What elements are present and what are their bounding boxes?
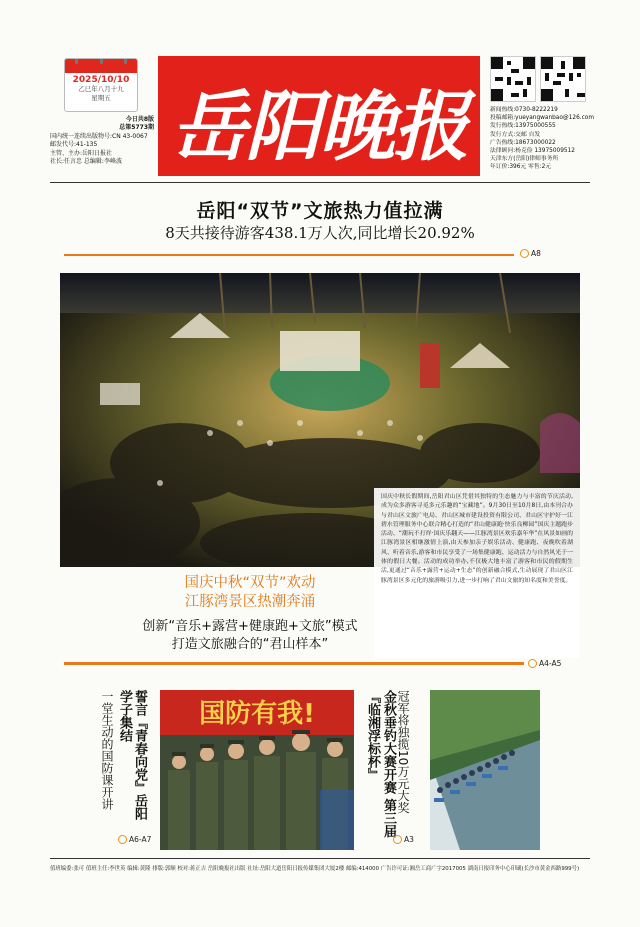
page-ref-icon <box>118 835 127 844</box>
contact-line: 发行方式:交邮 自发 <box>490 131 541 138</box>
feature-subtitle <box>100 618 400 654</box>
header-divider <box>50 182 590 183</box>
contact-info <box>490 106 600 172</box>
footer-credits: 值班编委:张可 值班主任:李世英 编辑:黄隆 排版:郭顺 校对:蒋正吉 岳阳晚报社出版 社址:岳阳大道岳阳日报传媒集团大厦2楼 邮编:414000 广告许可证:湘岳工商广字2017005 湖南日报印务中心印刷(长沙市黄金西路999号) <box>50 866 580 872</box>
issue-info-line: 总第5773期 <box>119 124 154 132</box>
issue-date: 2025/10/10 <box>72 75 130 85</box>
feature-title-line: 国庆中秋“双节”欢动 <box>184 575 316 591</box>
footer-divider <box>50 858 590 859</box>
story-right-headline: 金秋垂钓大赛开赛 第三届『临湘浮标杯』 <box>365 690 396 838</box>
story-deck: 一堂生动的国防课开讲 <box>100 690 114 810</box>
issue-info-line: 社长:任言忠 总编辑:李峰波 <box>50 158 122 166</box>
contact-line: 年订价:396元 零售:2元 <box>490 164 552 171</box>
feature-subtitle-line: 创新“音乐+露营+健康跑+文旅”模式 <box>142 619 358 634</box>
contact-line: 新闻热线:0730-8222219 <box>490 107 558 113</box>
lead-subheadline: 8天共接待游客438.1万人次,同比增长20.92% <box>165 224 475 242</box>
feature-subtitle-line: 打造文旅融合的“君山样本” <box>171 637 329 652</box>
page-ref-icon <box>528 659 537 668</box>
feature-rule <box>64 662 524 665</box>
date-calendar <box>64 58 138 112</box>
feature-title <box>100 574 400 612</box>
lead-headline: 岳阳“双节”文旅热力值拉满 <box>196 200 444 222</box>
issue-info-line: 今日共8版 <box>125 116 154 123</box>
feature-caption: 国庆中秋长假期间,岳阳君山区凭借其独特的生态魅力与丰富的节庆活动,成为众多游客寻觅多元乐趣的“宝藏地”。9月30日至10月8日,由本刊合办与君山区文旅广电局、君山区城市建设投资有限公司、君山区守护好一江碧水管理服务中心联合精心打造的“君山健康跑·快乐良柳园”国庆主题跑步活动、“潮玩不打烊·国庆乐翻天——江豚湾景区欢乐嘉年华”在风景如画的江豚湾景区相继激情上演,由天参加亲子娱乐活动、健康跑、夜晚吹着湖风、听着音乐,游客和市民享受了一场集健康跑、运动活力与自然风光于一体的假日大餐。活动的成功举办,不仅极大地丰富了游客和市民的假期生活,更通过“音乐+露营+运动+生态”的创新融合模式,生动展现了君山区江豚湾景区多元化的旅游吸引力,进一步打响了君山文旅的知名度和美誉度。 <box>374 488 580 658</box>
contact-line: 发行热线:13975000555 <box>490 123 556 130</box>
masthead-title: 岳阳晚报 <box>171 82 467 171</box>
page-ref-label: A4-A5 <box>539 659 562 668</box>
page-ref-a6-a7[interactable] <box>118 835 151 844</box>
page-ref-a8[interactable] <box>520 249 541 258</box>
weekday: 星期五 <box>91 94 111 102</box>
contact-line: 投稿邮箱:yueyangwanbao@126.com <box>490 115 594 122</box>
banner-text: 国防有我! <box>199 699 315 729</box>
page-ref-label: A6-A7 <box>129 835 152 844</box>
page-ref-a3[interactable] <box>393 835 414 844</box>
story-kicker: 冠军将独揽10万元大奖 <box>396 690 410 814</box>
headline-rule <box>64 254 514 256</box>
issue-info-line: 邮发代号:41-135 <box>50 141 98 149</box>
qr-code <box>540 56 586 102</box>
issue-info-line: 主管、主办:岳阳日报社 <box>50 149 113 157</box>
feature-title-line: 江豚湾景区热潮奔涌 <box>184 594 316 610</box>
masthead-logo <box>158 56 480 176</box>
fishing-contest-photo <box>430 690 540 850</box>
qr-code <box>490 56 536 102</box>
story-headline: 誓言『青春向党』岳阳学子集结 <box>117 690 147 820</box>
lunar-date: 乙巳年八月十九 <box>78 85 124 93</box>
contact-line: 广告热线:18673000022 <box>490 139 556 146</box>
page-ref-label: A3 <box>404 835 414 844</box>
page-ref-icon <box>393 835 402 844</box>
page-ref-a4-a5[interactable] <box>528 659 561 668</box>
national-defense-photo <box>160 690 354 850</box>
issue-info-line: 国内统一连续出版物号:CN 43-0067 <box>50 132 148 140</box>
page-ref-label: A8 <box>531 249 541 258</box>
contact-line: 天津东方(岳阳)律师事务所 <box>490 156 559 163</box>
issue-info <box>50 116 154 166</box>
contact-line: 法律顾问:杨克俭 13975009512 <box>490 148 575 155</box>
page-ref-icon <box>520 249 529 258</box>
